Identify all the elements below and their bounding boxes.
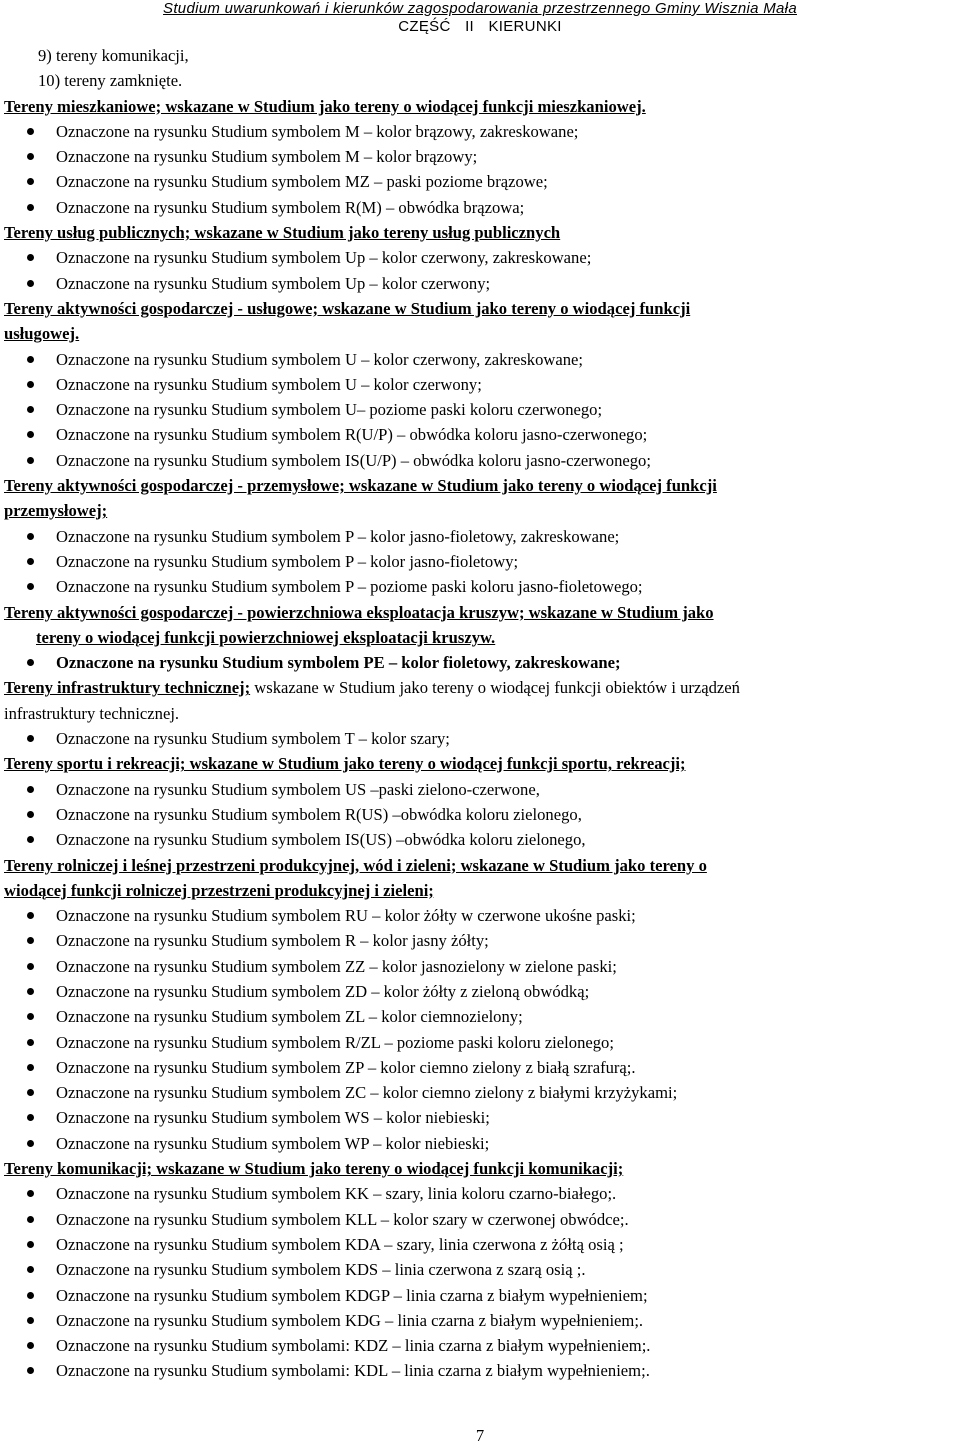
list-item: Oznaczone na rysunku Studium symbolem R(US) –obwódka koloru zielonego, [4,802,958,827]
list-item: Oznaczone na rysunku Studium symbolem ZC – kolor ciemno zielony z białymi krzyżykami; [4,1080,958,1105]
section-heading-residential: Tereny mieszkaniowe; wskazane w Studium jako tereny o wiodącej funkcji mieszkaniowej. [4,96,646,116]
list-item: Oznaczone na rysunku Studium symbolem U– poziome paski koloru czerwonego; [4,397,958,422]
numbered-item: 10) tereny zamknięte. [38,71,183,91]
list-item: Oznaczone na rysunku Studium symbolem KLL – kolor szary w czerwonej obwódce;. [4,1207,958,1232]
list-item: Oznaczone na rysunku Studium symbolem ZL – kolor ciemnozielony; [4,1004,958,1029]
section-heading-line: Tereny aktywności gospodarczej - usługowe; wskazane w Studium jako tereny o wiodącej funkcji [4,298,691,318]
section-heading-sport: Tereny sportu i rekreacji; wskazane w Studium jako tereny o wiodącej funkcji sportu, rekreacji; [4,754,686,774]
numbered-item: 9) tereny komunikacji, [38,46,189,65]
section-heading-line: infrastruktury technicznej. [4,703,180,723]
section-heading-rest: wskazane w Studium jako tereny o wiodącej funkcji obiektów i urządzeń [250,678,740,698]
list-item: Oznaczone na rysunku Studium symbolem KDA – szary, linia czerwona z żółtą osią ; [4,1232,958,1257]
list-item: Oznaczone na rysunku Studium symbolem R(M) – obwódka brązowa; [4,195,958,220]
section-heading-industrial [4,473,958,524]
list-item: Oznaczone na rysunku Studium symbolem ZZ – kolor jasnozielony w zielone paski; [4,954,958,979]
list-item: Oznaczone na rysunku Studium symbolem MZ – paski poziome brązowe; [4,169,958,194]
list-item: Oznaczone na rysunku Studium symbolem WP – kolor niebieski; [4,1131,958,1156]
list-item: Oznaczone na rysunku Studium symbolem WS – kolor niebieski; [4,1105,958,1130]
list-item: Oznaczone na rysunku Studium symbolem P – poziome paski koloru jasno-fioletowego; [4,574,958,599]
list-item: Oznaczone na rysunku Studium symbolem M – kolor brązowy; [4,144,958,169]
list-item: Oznaczone na rysunku Studium symbolem Up – kolor czerwony; [4,271,958,296]
list-item: Oznaczone na rysunku Studium symbolem US –paski zielono-czerwone, [4,777,958,802]
list-item: Oznaczone na rysunku Studium symbolem U – kolor czerwony, zakreskowane; [4,347,958,372]
section-heading-line: wiodącej funkcji rolniczej przestrzeni produkcyjnej i zieleni; [4,880,434,900]
list-item: Oznaczone na rysunku Studium symbolem RU – kolor żółty w czerwone ukośne paski; [4,903,958,928]
list-item: Oznaczone na rysunku Studium symbolem ZP – kolor ciemno zielony z białą szrafurą;. [4,1055,958,1080]
section-heading-line: usługowej. [4,324,80,344]
section-heading-public-services: Tereny usług publicznych; wskazane w Studium jako tereny usług publicznych [4,223,561,243]
section-heading-line: przemysłowej; [4,501,108,521]
list-item: Oznaczone na rysunku Studium symbolem KK – szary, linia koloru czarno-białego;. [4,1181,958,1206]
list-item: Oznaczone na rysunku Studium symbolem IS(U/P) – obwódka koloru jasno-czerwonego; [4,448,958,473]
section-heading-services [4,296,958,347]
list-item: Oznaczone na rysunku Studium symbolem Up – kolor czerwony, zakreskowane; [4,245,958,270]
list-item: Oznaczone na rysunku Studium symbolem R – kolor jasny żółty; [4,928,958,953]
list-item: Oznaczone na rysunku Studium symbolem R/ZL – poziome paski koloru zielonego; [4,1030,958,1055]
list-item: Oznaczone na rysunku Studium symbolem PE – kolor fioletowy, zakreskowane; [4,650,958,675]
list-item: Oznaczone na rysunku Studium symbolem P – kolor jasno-fioletowy, zakreskowane; [4,524,958,549]
list-item: Oznaczone na rysunku Studium symbolami: KDZ – linia czarna z białym wypełnieniem;. [4,1333,958,1358]
list-item: Oznaczone na rysunku Studium symbolem KDGP – linia czarna z białym wypełnieniem; [4,1283,958,1308]
section-heading-underlined: Tereny infrastruktury technicznej; [4,678,251,698]
section-heading-infrastructure [4,675,958,726]
list-item: Oznaczone na rysunku Studium symbolem R(U/P) – obwódka koloru jasno-czerwonego; [4,422,958,447]
section-heading-line: tereny o wiodącej funkcji powierzchniowej eksploatacji kruszyw. [36,627,496,647]
list-item: Oznaczone na rysunku Studium symbolem IS(US) –obwódka koloru zielonego, [4,827,958,852]
running-header-title: Studium uwarunkowań i kierunków zagospodarowania przestrzennego Gminy Wisznia Mała [163,0,797,17]
list-item: Oznaczone na rysunku Studium symbolem U – kolor czerwony; [4,372,958,397]
section-heading-mining: Tereny aktywności gospodarczej - powierzchniowa eksploatacja kruszyw; wskazane w Studium jako [4,602,714,622]
list-item: Oznaczone na rysunku Studium symbolem KDS – linia czerwona z szarą osią ;. [4,1257,958,1282]
list-item: Oznaczone na rysunku Studium symbolem T – kolor szary; [4,726,958,751]
running-header-part: CZĘŚĆ II KIERUNKI [398,18,562,35]
list-item: Oznaczone na rysunku Studium symbolem KDG – linia czarna z białym wypełnieniem;. [4,1308,958,1333]
section-heading-agriculture: Tereny rolniczej i leśnej przestrzeni produkcyjnej, wód i zieleni; wskazane w Studium jako tereny o [4,855,707,875]
list-item: Oznaczone na rysunku Studium symbolem M – kolor brązowy, zakreskowane; [4,119,958,144]
list-item: Oznaczone na rysunku Studium symbolem ZD – kolor żółty z zieloną obwódką; [4,979,958,1004]
document-body [4,43,958,1384]
list-item: Oznaczone na rysunku Studium symbolem P – kolor jasno-fioletowy; [4,549,958,574]
section-heading-line: Tereny aktywności gospodarczej - przemysłowe; wskazane w Studium jako tereny o wiodącej funkcji [4,476,717,496]
section-heading-communication: Tereny komunikacji; wskazane w Studium jako tereny o wiodącej funkcji komunikacji; [4,1159,624,1179]
list-item: Oznaczone na rysunku Studium symbolami: KDL – linia czarna z białym wypełnieniem;. [4,1358,958,1383]
page-number: 7 [475,1426,485,1445]
